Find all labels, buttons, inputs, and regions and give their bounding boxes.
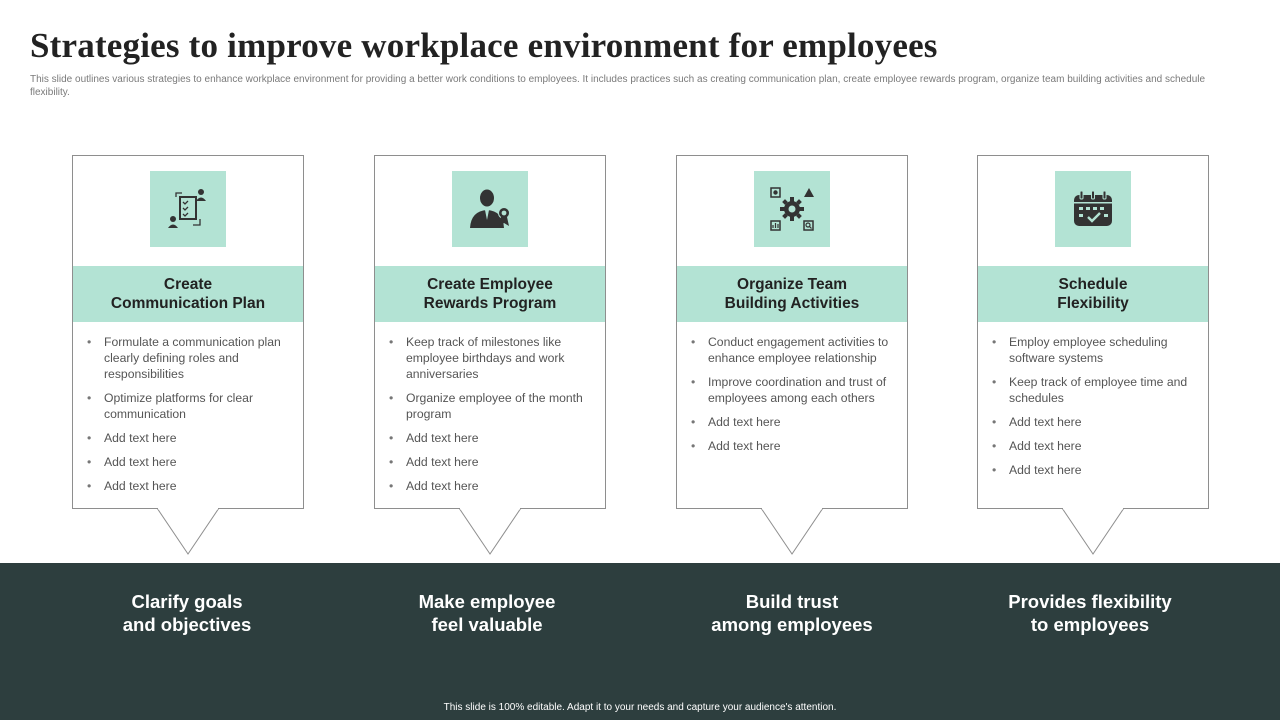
- card-heading: [677, 266, 907, 322]
- card-heading: [978, 266, 1208, 322]
- list-item: • Conduct engagement activities to enhance employee relationship: [691, 334, 897, 366]
- icon-tile: [754, 171, 830, 247]
- list-item: • Keep track of milestones like employee birthdays and work anniversaries: [389, 334, 595, 382]
- list-item: • Formulate a communication plan clearly defining roles and responsibilities: [87, 334, 293, 382]
- list-item: • Add text here: [87, 478, 293, 494]
- strategy-card-rewards: [374, 155, 606, 509]
- outcome-line2: and objectives: [122, 614, 252, 635]
- team-gear-icon: [769, 186, 815, 232]
- list-item: • Add text here: [992, 462, 1198, 478]
- strategy-card-flexibility: [977, 155, 1209, 509]
- list-item: • Add text here: [87, 454, 293, 470]
- list-item: • Keep track of employee time and schedules: [992, 374, 1198, 406]
- list-item: • Organize employee of the month program: [389, 390, 595, 422]
- list-item: • Add text here: [87, 430, 293, 446]
- list-item: • Add text here: [691, 414, 897, 430]
- bullet-list: [691, 334, 897, 462]
- list-item: • Add text here: [389, 478, 595, 494]
- outcome-flexibility: [970, 590, 1210, 636]
- bullet-list: [87, 334, 293, 502]
- outcome-feel-valuable: [367, 590, 607, 636]
- card-heading-line1: Organize Team: [737, 276, 847, 293]
- communication-plan-icon: [165, 186, 211, 232]
- outcome-line1: Clarify goals: [131, 591, 243, 612]
- card-pointer: [759, 508, 825, 556]
- outcome-clarify-goals: [67, 590, 307, 636]
- calendar-check-icon: [1070, 186, 1116, 232]
- list-item: • Add text here: [992, 414, 1198, 430]
- strategy-card-team-building: [676, 155, 908, 509]
- icon-tile: [452, 171, 528, 247]
- list-item: • Add text here: [389, 454, 595, 470]
- footer-note: This slide is 100% editable. Adapt it to your needs and capture your audience's attention.: [443, 702, 837, 713]
- icon-tile: [150, 171, 226, 247]
- card-heading-line1: Schedule: [1058, 276, 1128, 293]
- outcome-band: [0, 563, 1280, 720]
- outcome-line2: to employees: [1030, 614, 1150, 635]
- card-heading: [73, 266, 303, 322]
- bullet-list: [389, 334, 595, 502]
- employee-award-icon: [467, 186, 513, 232]
- card-heading-line1: Create: [163, 276, 213, 293]
- card-pointer: [1060, 508, 1126, 556]
- outcome-line1: Provides flexibility: [1008, 591, 1172, 612]
- card-heading: [375, 266, 605, 322]
- card-heading-line2: Building Activities: [724, 295, 860, 312]
- icon-tile: [1055, 171, 1131, 247]
- outcome-line1: Make employee: [418, 591, 556, 612]
- outcome-line2: among employees: [711, 614, 873, 635]
- outcome-line2: feel valuable: [431, 614, 543, 635]
- bullet-list: [992, 334, 1198, 486]
- list-item: • Add text here: [992, 438, 1198, 454]
- slide-subtitle: This slide outlines various strategies to enhance workplace environment for providing a better work conditions to employees. It includes practices such as creating communication plan, create employee rewards program, organize team building activities and schedule flexibility.: [30, 74, 1206, 98]
- list-item: • Add text here: [389, 430, 595, 446]
- card-pointer: [457, 508, 523, 556]
- outcome-build-trust: [672, 590, 912, 636]
- list-item: • Employ employee scheduling software systems: [992, 334, 1198, 366]
- list-item: • Add text here: [691, 438, 897, 454]
- outcome-line1: Build trust: [745, 591, 839, 612]
- strategy-card-communication: [72, 155, 304, 509]
- card-heading-line2: Flexibility: [1057, 295, 1129, 312]
- list-item: • Optimize platforms for clear communication: [87, 390, 293, 422]
- slide-title: Strategies to improve workplace environment for employees: [30, 26, 938, 65]
- card-heading-line2: Rewards Program: [423, 295, 557, 312]
- card-heading-line1: Create Employee: [427, 276, 553, 293]
- card-pointer: [155, 508, 221, 556]
- card-heading-line2: Communication Plan: [110, 295, 266, 312]
- list-item: • Improve coordination and trust of employees among each others: [691, 374, 897, 406]
